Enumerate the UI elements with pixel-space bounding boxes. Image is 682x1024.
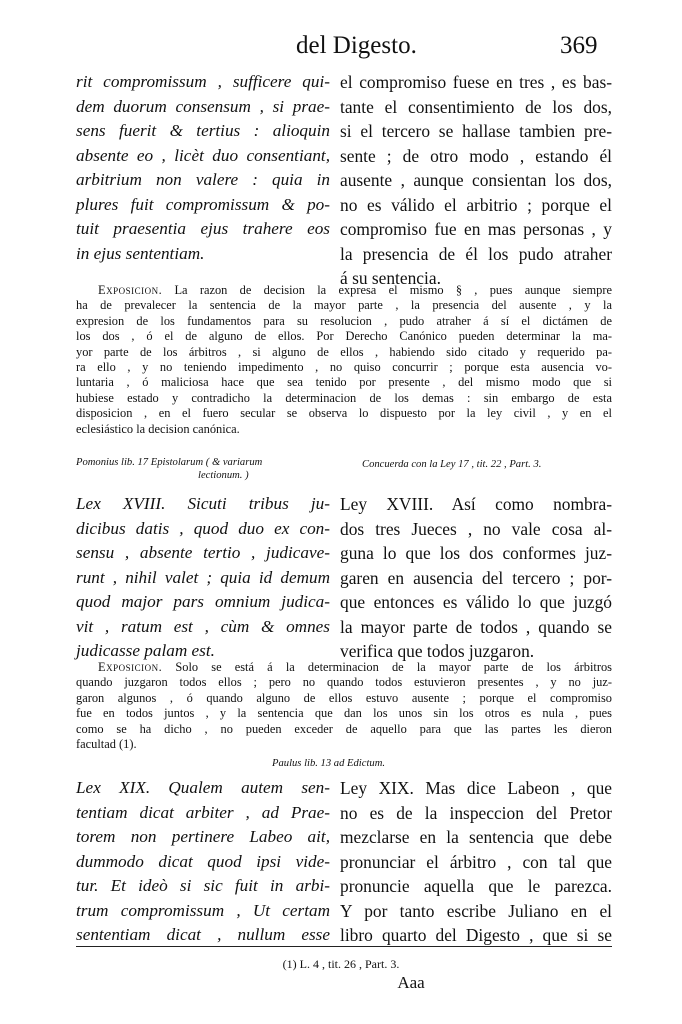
text-line: in ejus sententiam.	[76, 243, 205, 263]
text-line: pronunciar el árbitro , con tal que	[340, 851, 612, 872]
text-line: judicasse palam est.	[76, 641, 215, 660]
text-line: el compromiso fuese en tres , es bas-	[340, 72, 612, 92]
text-line: libro quarto del Digesto , que si se	[340, 925, 612, 945]
text-line: tur. Et ideò si sic fuit in arbi-	[76, 876, 330, 895]
text-line: Ley XIX. Mas dice Labeon , que	[340, 778, 612, 798]
text-line: quando juzgaron todos ellos ; pero no quando todos estuvieron presentes , y no juz-	[76, 675, 612, 690]
text-line: la presencia de él los pudo atraher	[340, 243, 612, 264]
exposicion-paragraph-1	[76, 283, 612, 437]
footnote: (1) L. 4 , tit. 26 , Part. 3.	[282, 957, 400, 971]
text-line: quod major pars omnium judica-	[76, 592, 330, 611]
text-line: sensu , absente tertio , judicave-	[76, 543, 330, 562]
text-line: como se ha dicho , no pueden exceder de aquello para que las partes les dieron	[76, 721, 612, 736]
page-title: del Digesto.	[296, 32, 417, 59]
text-line: guna lo que los dos conformes juz-	[340, 543, 612, 563]
text-line: dummodo dicat quod ipsi vide-	[76, 851, 330, 871]
text-line: Lex XIX. Qualem autem sen-	[76, 778, 330, 797]
text-line: hubiese estado y contradicho la determinacion de los demas : sin embargo de esta	[76, 390, 612, 405]
text-line: sente ; de otro modo , estando él	[340, 145, 612, 166]
text-line: trum compromissum , Ut certam	[76, 900, 330, 920]
text-line: Lex XVIII. Sicuti tribus ju-	[76, 494, 330, 513]
text-line: fue en todos juntos , y la sentencia que dan los unos sin los otros es nula , pues	[76, 706, 612, 721]
text-line: que entonces es válido lo que juzgó	[340, 592, 612, 612]
text-line: plures fuit compromissum & po-	[76, 194, 330, 214]
text-line: Exposicion. Solo se está á la determinacion de la mayor parte de los árbitros	[98, 660, 612, 674]
latin-column-section-2	[76, 492, 330, 664]
source-reference-paulus: Paulus lib. 13 ad Edictum.	[272, 758, 385, 769]
text-line: garen en ausencia del tercero ; por-	[340, 567, 612, 588]
text-line: tuit praesentia ejus trahere eos	[76, 219, 330, 238]
source-reference-right: Concuerda con la Ley 17 , tit. 22 , Part. 3.	[362, 459, 542, 470]
footnote-divider	[76, 946, 612, 947]
text-line: Ley XVIII. Así como nombra-	[340, 494, 612, 514]
text-line: luntaria , ó maliciosa hace que sea tenido por presente , del mismo modo que si	[76, 375, 612, 390]
text-line: ra ello , y no teniendo impedimento , no quiso concurrir ; porque esta ausencia vo-	[76, 360, 612, 375]
printer-signature: Aaa	[397, 973, 425, 992]
text-line: no es válido el arbitrio ; porque el	[340, 194, 612, 215]
text-line: pronuncie aquella que le parezca.	[340, 876, 612, 896]
text-line: ausente , aunque consientan los dos,	[340, 170, 612, 190]
text-line: los dos , ó el de alguno de ellos. Por Derecho Canónico pueden determinar la ma-	[76, 329, 612, 344]
text-line: si el tercero se hallase tambien pre-	[340, 121, 612, 141]
text-line: á su sentencia.	[340, 268, 441, 288]
text-line: tante el consentimiento de los dos,	[340, 96, 612, 117]
spanish-column-section-3	[340, 776, 612, 948]
text-line: sententiam dicat , nullum esse	[76, 925, 330, 944]
running-header	[0, 32, 682, 72]
text-line: ha de prevalecer la sentencia de la mayor parte , la presencia del ausente , y la	[76, 298, 612, 313]
text-line: verifica que todos juzgaron.	[340, 641, 535, 661]
exposicion-label: Exposicion.	[98, 283, 163, 297]
text-line: dos tres Jueces , no vale cosa al-	[340, 518, 612, 539]
text-line: dicibus datis , quod duo ex con-	[76, 518, 330, 538]
exposicion-paragraph-2	[76, 660, 612, 752]
text-line: dem duorum consensum , si prae-	[76, 96, 330, 116]
text-line: Y por tanto escribe Juliano en el	[340, 900, 612, 921]
text-line: no es de la inspeccion del Pretor	[340, 802, 612, 823]
text-line: la mayor parte de todos , quando se	[340, 616, 612, 637]
spanish-column-section-1	[340, 70, 612, 291]
text-line: rit compromissum , sufficere qui-	[76, 72, 330, 91]
text-line: disposicion , en el fuero secular se observa lo dispuesto por la ley civil , y en el	[76, 406, 612, 421]
text-line: compromiso fue en mas personas , y	[340, 219, 612, 239]
text-line: garon algunos , ó quando alguno de ellos estuvo ausente ; porque el compromiso	[76, 690, 612, 705]
latin-column-section-1	[76, 70, 330, 266]
text-line: arbitrium non valere : quia in	[76, 170, 330, 189]
source-reference-left: Pomonius lib. 17 Epistolarum ( & variarum lectionum. )	[76, 457, 263, 481]
text-line: absente eo , licèt duo consentiant,	[76, 145, 330, 165]
text-line: yor parte de los árbitros , si alguno de ellos , habiendo sido citado y requerido pa-	[76, 344, 612, 359]
text-line: runt , nihil valet ; quia id demum	[76, 567, 330, 587]
latin-column-section-3	[76, 776, 330, 948]
exposicion-label: Exposicion.	[98, 660, 163, 674]
text-line: expresion de los fundamentos para su resolucion , pudo atraher á sí el dictámen de	[76, 313, 612, 328]
text-line: sens fuerit & tertius : alioquin	[76, 121, 330, 140]
spanish-column-section-2	[340, 492, 612, 664]
text-line: torem non pertinere Labeo ait,	[76, 827, 330, 846]
page-number: 369	[560, 32, 598, 59]
text-line: eclesiástico la decision canónica.	[76, 421, 240, 436]
text-line: Exposicion. La razon de decision la expresa el mismo § , pues aunque siempre	[98, 283, 612, 297]
text-line: mezclarse en la sentencia que debe	[340, 827, 612, 847]
text-line: tentiam dicat arbiter , ad Prae-	[76, 802, 330, 822]
text-line: facultad (1).	[76, 737, 137, 752]
text-line: vit , ratum est , cùm & omnes	[76, 616, 330, 636]
